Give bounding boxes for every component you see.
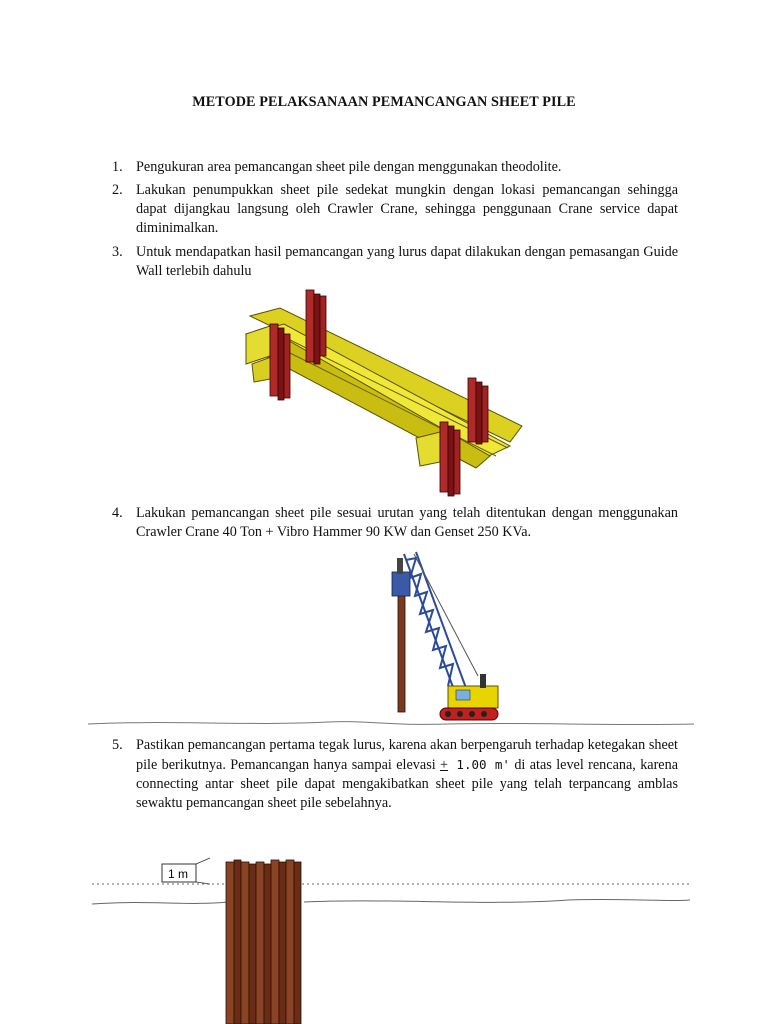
step-text: Untuk mendapatkan hasil pemancangan yang lurus dapat dilakukan dengan pemasangan Guide Wall terlebih dahulu	[136, 244, 678, 279]
step-2	[92, 181, 678, 238]
guide-wall-illustration	[240, 286, 530, 500]
steel-pile	[440, 422, 460, 496]
step-text: Pastikan pemancangan pertama tegak lurus, karena akan berpengaruh terhadap ketegakan sheet pile berikutnya. Pemancangan hanya sampai elevasi + 1.00 m' di atas level rencana, karena connecting antar sheet pile dapat mengakibatkan sheet pile yang telah terpancang amblas sewaktu pemancangan sheet pile sebelahnya.	[136, 737, 678, 811]
step-1	[92, 158, 678, 177]
step-number: 5.	[112, 737, 123, 753]
crane-cable	[414, 554, 478, 676]
step-4	[92, 504, 678, 542]
step-text: Pengukuran area pemancangan sheet pile dengan menggunakan theodolite.	[136, 159, 562, 175]
elevation-sign: +	[440, 757, 449, 773]
ground-line	[88, 722, 694, 725]
steel-pile	[306, 290, 326, 364]
steel-pile	[468, 378, 488, 444]
step-number: 2.	[112, 182, 123, 198]
step-number: 4.	[112, 505, 123, 521]
ground-line	[92, 899, 690, 904]
step-text: Lakukan pemancangan sheet pile sesuai urutan yang telah ditentukan dengan menggunakan Crawler Crane 40 Ton + Vibro Hammer 90 KW dan Genset 250 KVa.	[136, 505, 678, 540]
step-number: 1.	[112, 159, 123, 175]
crawler-crane-illustration	[88, 548, 694, 738]
sheet-piles	[226, 860, 301, 1024]
sheet-pile-leader	[398, 586, 405, 712]
vibro-hammer	[392, 572, 410, 596]
step-3	[92, 243, 678, 281]
crane-boom	[404, 552, 466, 690]
step-text: Lakukan penumpukkan sheet pile sedekat mungkin dengan lokasi pemancangan sehingga dapat dijangkau langsung oleh Crawler Crane, sehingga penggunaan Crane service dapat diminimalkan.	[136, 182, 678, 236]
steel-pile	[270, 324, 290, 400]
step-number: 3.	[112, 244, 123, 260]
label-1m: 1 m	[168, 867, 189, 881]
crane-cab	[448, 686, 498, 708]
sheet-pile-section-illustration	[88, 856, 694, 1024]
step-5	[92, 736, 678, 813]
elevation-value: 1.00 m'	[448, 757, 510, 772]
page-title: METODE PELAKSANAAN PEMANCANGAN SHEET PILE	[192, 94, 576, 110]
